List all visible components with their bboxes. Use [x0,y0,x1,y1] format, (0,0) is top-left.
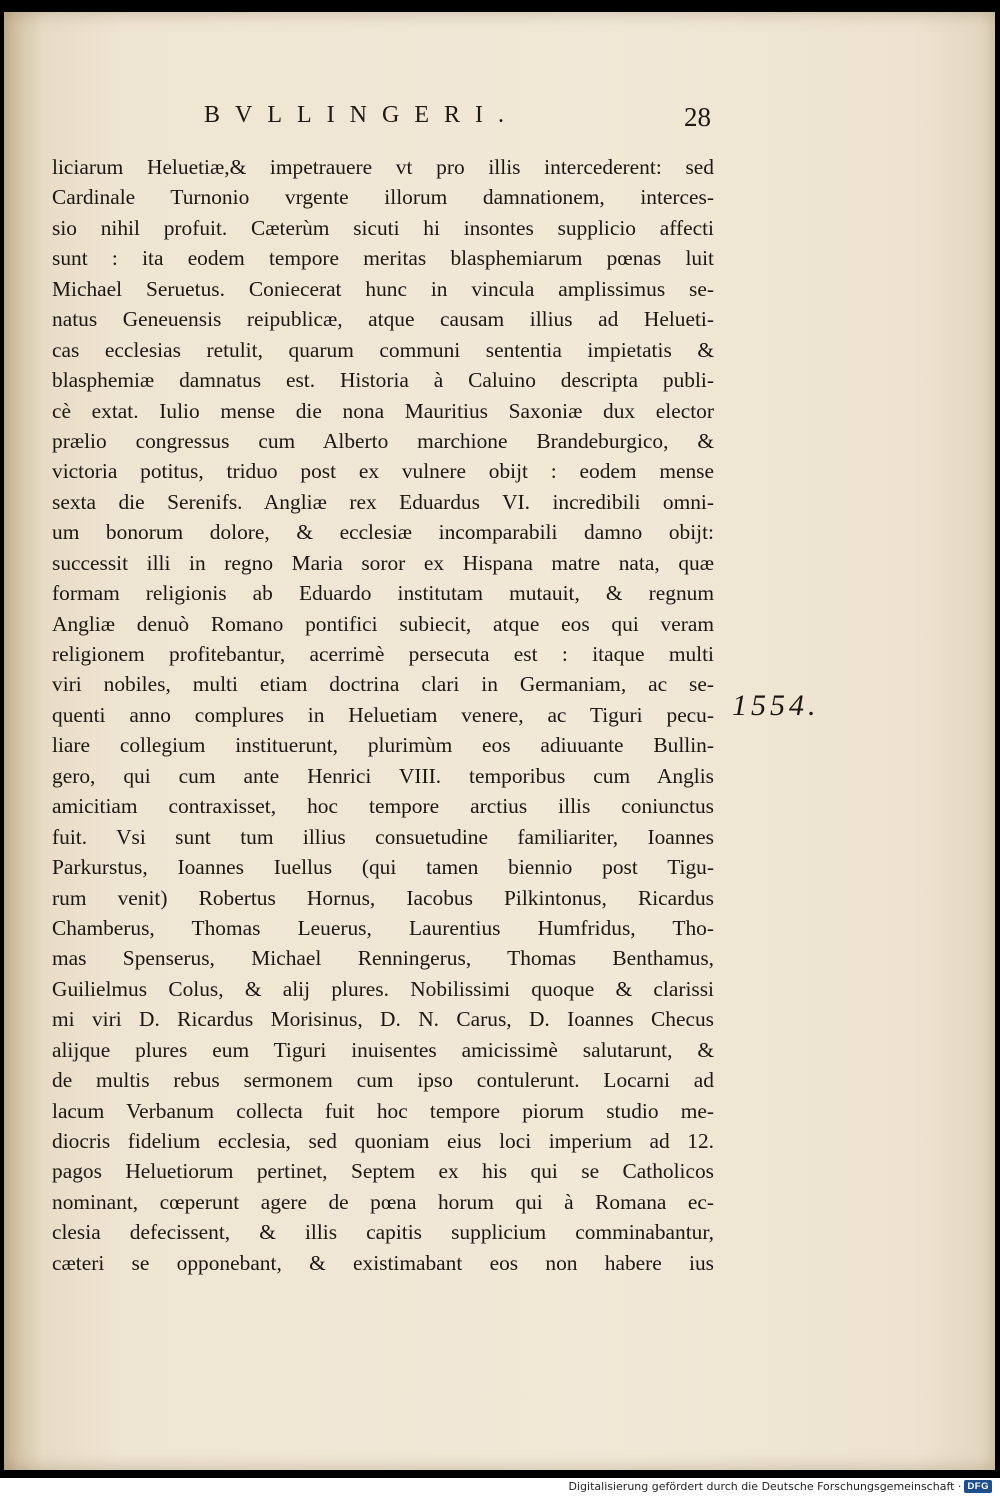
text-line: successit illi in regno Maria soror ex Hispana matre nata, quæ [52,550,714,575]
text-line: victoria potitus, triduo post ex vulnere obijt : eodem mense [52,459,714,484]
text-line: pagos Heluetiorum pertinet, Septem ex his qui se Catholicos [52,1159,714,1184]
running-head: BVLLINGERI. [204,102,519,128]
dfg-logo: DFG [964,1480,992,1493]
text-line: natus Geneuensis reipublicæ, atque causam illius ad Helueti- [52,307,714,332]
text-line: lacum Verbanum collecta fuit hoc tempore piorum studio me- [52,1098,714,1123]
book-page [4,12,995,1470]
text-line: quenti anno complures in Heluetiam venere, ac Tiguri pecu- [52,702,714,727]
text-line: liciarum Heluetiæ,& impetrauere vt pro illis intercederent: sed [52,155,714,179]
text-line: de multis rebus sermonem cum ipso contulerunt. Locarni ad [52,1068,714,1093]
text-line: amicitiam contraxisset, hoc tempore arctius illis coniunctus [52,794,714,819]
text-line: mi viri D. Ricardus Morisinus, D. N. Carus, D. Ioannes Checus [52,1007,714,1032]
digitization-footer [0,1478,1000,1499]
text-line: nominant, cœperunt agere de pœna horum qui à Romana ec- [52,1189,714,1214]
text-line: Michael Seruetus. Coniecerat hunc in vincula amplissimus se- [52,276,714,301]
text-line: liare collegium instituerunt, plurimùm eos adiuuante Bullin- [52,733,714,758]
text-line: cas ecclesias retulit, quarum communi sententia impietatis & [52,337,714,362]
text-line: alijque plures eum Tiguri inuisentes amicissimè salutarunt, & [52,1037,714,1062]
text-line: viri nobiles, multi etiam doctrina clari in Germaniam, ac se- [52,672,714,697]
text-line: formam religionis ab Eduardo institutam mutauit, & regnum [52,581,714,606]
body-text [52,152,714,1278]
text-line: fuit. Vsi sunt tum illius consuetudine familiariter, Ioannes [52,824,714,849]
text-line: mas Spenserus, Michael Renningerus, Thomas Benthamus, [52,946,714,971]
text-line: gero, qui cum ante Henrici VIII. temporibus cum Anglis [52,763,714,788]
text-line: sunt : ita eodem tempore meritas blasphemiarum pœnas luit [52,246,714,271]
text-line: cæteri se opponebant, & existimabant eos non habere ius [52,1250,714,1275]
footer-credit [569,1480,992,1493]
text-line: Cardinale Turnonio vrgente illorum damnationem, interces- [52,185,714,210]
text-line: Chamberus, Thomas Leuerus, Laurentius Humfridus, Tho- [52,915,714,940]
text-line: Parkurstus, Ioannes Iuellus (qui tamen biennio post Tigu- [52,855,714,880]
page-number: 28 [684,102,711,132]
text-line: sio nihil profuit. Cæterùm sicuti hi insontes supplicio affecti [52,215,714,240]
text-line: cè extat. Iulio mense die nona Mauritius Saxoniæ dux elector [52,398,714,423]
text-line: blasphemiæ damnatus est. Historia à Caluino descripta publi- [52,368,714,393]
text-line: rum venit) Robertus Hornus, Iacobus Pilkintonus, Ricardus [52,885,714,910]
text-line: diocris fidelium ecclesia, sed quoniam eius loci imperium ad 12. [52,1129,714,1153]
text-line: Guilielmus Colus, & alij plures. Nobilissimi quoque & clarissi [52,976,714,1001]
marginal-year-note: 1554. [732,689,820,722]
text-line: prælio congressus cum Alberto marchione Brandeburgico, & [52,428,714,453]
text-line: Angliæ denuò Romano pontifici subiecit, atque eos qui veram [52,611,714,636]
text-line: religionem profitebantur, acerrimè persecuta est : itaque multi [52,642,714,666]
text-line: clesia defecissent, & illis capitis supplicium comminabantur, [52,1220,714,1245]
text-line: um bonorum dolore, & ecclesiæ incomparabili damno obijt: [52,520,714,545]
page-content [4,12,995,1470]
text-line: sexta die Serenifs. Angliæ rex Eduardus VI. incredibili omni- [52,489,714,514]
funding-credit-text: Digitalisierung gefördert durch die Deutsche Forschungsgemeinschaft · [568,1480,962,1493]
